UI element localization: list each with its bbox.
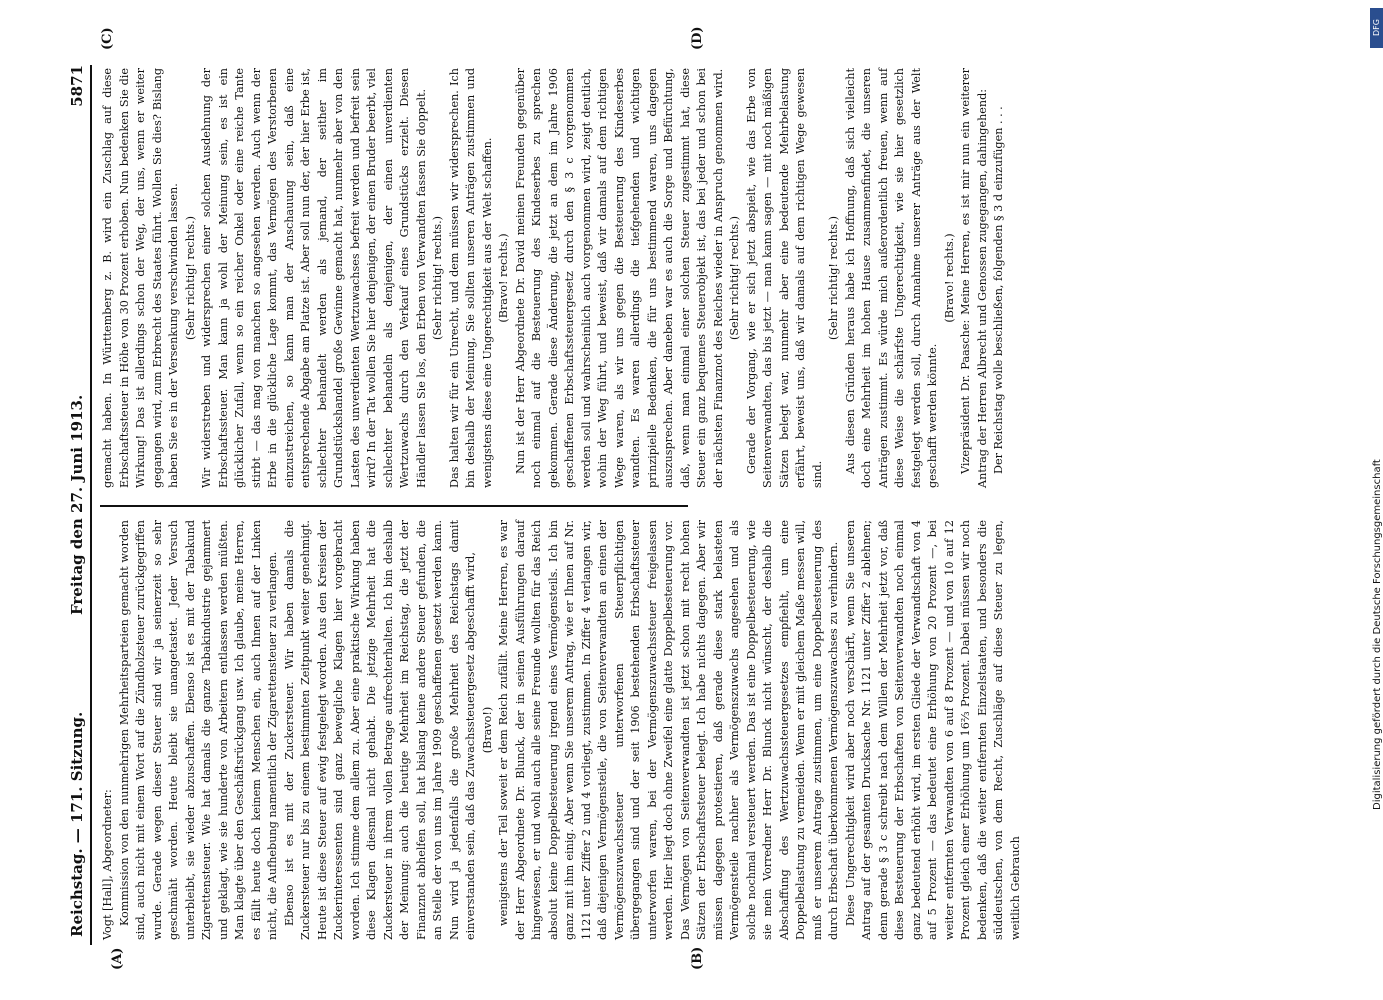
margin-mark-c: (C)	[100, 27, 115, 50]
paragraph: Diese Ungerechtigkeit wird aber noch verschärft, wenn Sie unseren Antrag auf der gesamten Drucksache Nr. 1121 unter Ziffer 2 ablehnen; denn gerade § 3 c schreibt nach dem Willen der Mehrheit jetzt vor, daß diese Besteuerung der Erbschaften von Seitenverwandten noch einmal ganz bedeutend erhöht wird, im ersten Gliede der Verwandtschaft von 4 auf 5 Prozent — das bedeutet eine Erhöhung von 20 Prozent —, bei weiter entfernten Verwandten von 6 auf 8 Prozent — und von 10 auf 12 Prozent gleich einer Erhöhung um 16⅔ Prozent. Dabei müssen wir noch bedenken, daß die weiter entfernten Einzelstaaten, und besonders die süddeutschen, von dem Recht, Zuschläge auf diese Steuer zu legen, weitlich Gebrauch	[843, 520, 1022, 940]
interjection: (Sehr richtig! rechts.)	[431, 215, 444, 341]
interjection: (Sehr richtig! rechts.)	[827, 215, 840, 341]
paragraph: Ebenso ist es mit der Zuckersteuer. Wir haben damals die Zuckersteuer nur bis zu einem bestimmten Zeitpunkt weiter genehmigt. Heute ist diese Steuer auf ewig festgelegt worden. Aus den Kreisen der Zuckerinteressenten sind ganz bewegliche Klagen hier vorgebracht worden. Ich stimme dem allem zu. Aber eine praktische Wirkung haben diese Klagen diesmal nicht gehabt. Die jetzige Mehrheit hat die Zuckersteuer in ihrem vollen Betrage aufrechterhalten. Ich bin deshalb der Meinung: auch die heutige Mehrheit im Reichstag, die jetzt der Finanznot abhelfen soll, hat bislang keine andere Steuer gefunden, die an Stelle der von uns im Jahre 1909 geschaffenen gesetzt werden kann. Nun wird ja jedenfalls die große Mehrheit des Reichstags damit einverstanden sein, daß das Zuwachssteuergesetz abgeschafft wird,	[282, 520, 477, 940]
interjection: (Sehr richtig! rechts.)	[183, 215, 197, 341]
paragraph: Gerade der Vorgang, wie er sich jetzt abspielt, wie das Erbe von Seitenverwandten, das bis jetzt — man kann sagen — mit noch mäßigen Sätzen belegt war, nunmehr aber eine bedeutende Mehrbelastung erfährt, beweist uns, daß wir damals auf dem richtigen Wege gewesen sind.	[744, 68, 824, 488]
paragraph: Der Reichstag wolle beschließen, folgenden § 3 d einzufügen . . .	[992, 106, 1005, 474]
paragraph: Nun ist der Herr Abgeordnete Dr. David meinen Freunden gegenüber noch einmal auf die Besteuerung des Kindeserbes zu sprechen gekommen. Gerade diese Änderung, die jetzt an dem im Jahre 1906 geschaffenen Erbschaftssteuergesetz durch den § 3 c vorgenommen werden soll und wahrscheinlich auch vorgenommen wird, zeigt deutlich, wohin der Weg führt, und beweist, daß wir damals auf dem richtigen Wege waren, als wir uns gegen die Besteuerung des Kindeserbes wandten. Es waren allerdings die tiefgehenden und wichtigen prinzipielle Bedenken, die für uns bestimmend waren, uns dagegen auszusprechen. Aber daneben war es auch die Sorge und Befürchtung, daß, wenn man einmal einer solchen Steuer zugestimmt hat, diese Steuer ein ganz bequemes Steuerobjekt ist, das bei jeder und schon bei der nächsten Finanznot des Reiches wieder in Anspruch genommen wird.	[513, 68, 725, 488]
digitization-note: Digitalisierung gefördert durch die Deutsche Forschungsgemeinschaft	[1372, 459, 1383, 810]
interjection: (Bravo! rechts.)	[497, 233, 510, 323]
page-number: 5871	[68, 65, 86, 107]
paragraph: gemacht haben. In Württemberg z. B. wird ein Zuschlag auf diese Erbschaftssteuer in Höhe von 30 Prozent erhoben. Nun bedenken Sie die Wirkung! Das ist allerdings schon der Weg, der uns, wenn er weiter gegangen wird, zum Erbrecht des Staates führt. Wollen Sie dies? Bislang haben Sie es in der Versenkung verschwinden lassen.	[101, 68, 180, 488]
interjection: (Sehr richtig! rechts.)	[728, 215, 741, 341]
left-text-column	[100, 520, 1024, 940]
right-text-column	[100, 68, 1008, 488]
interjection: (Bravo! rechts.)	[942, 233, 956, 323]
header-date: Freitag den 27. Juni 1913.	[68, 394, 86, 615]
margin-mark-b: (B)	[690, 946, 705, 970]
paragraph: Vizepräsident Dr. Paasche: Meine Herren, es ist mir nun ein weiterer Antrag der Herren Albrecht und Genossen zugegangen, dahingehend:	[959, 68, 989, 488]
paragraph: wenigstens der Teil soweit er dem Reich zufällt. Meine Herren, es war der Herr Abgeordnete Dr. Blunck, der in seinen Ausführungen darauf hingewiesen, er und wohl auch alle seine Freunde wollten für das Reich absolut keine Doppelbesteuerung irgend eines Vermögensteils. Ich bin ganz mit ihm einig. Aber wenn Sie unserem Antrag, wie er Ihnen auf Nr. 1121 unter Ziffer 2 und 4 vorliegt, zustimmen. In Ziffer 4 verlangen wir, daß diejenigen Vermögensteile, die von Seitenverwandten an einen der Vermögenszuwachssteuer unterworfenen Steuerpflichtigen übergegangen sind und der seit 1906 bestehenden Erbschaftssteuer unterworfen waren, bei der Vermögenszuwachssteuer freigelassen werden. Hier liegt doch ohne Zweifel eine glatte Doppelbesteuerung vor. Das Vermögen von Seitenverwandten ist jetzt schon mit recht hohen Sätzen der Erbschaftssteuer belegt. Ich habe nichts dagegen. Aber wir müssen dagegen protestieren, daß gerade diese stark belasteten Vermögensteile nachher als Vermögenszuwachs angesehen und als solche nochmal versteuert werden. Das ist eine Doppelbesteuerung, wie sie mein Vorredner Herr Dr. Blunck nicht wünscht, der deshalb die Abschaffung des Wertzuwachssteuergesetzes empfiehlt, um eine Doppelbelastung zu vermeiden. Wenn er mit gleichem Maße messen will, muß er unserem Antrage zustimmen, um eine Doppelbesteuerung des durch Erbschaft überkommenen Vermögenszuwachses zu verhindern.	[497, 520, 840, 940]
margin-mark-a: (A)	[110, 947, 125, 970]
paragraph: Vogt [Hall], Abgeordneter:	[101, 789, 114, 940]
paragraph: Wir widerstreben und widersprechen einer solchen Ausdehnung der Erbschaftssteuer. Man kann ja wohl der Meinung sein, es ist ein glücklicher Zufall, wenn so ein reicher Onkel oder eine reiche Tante stirbt — das mag von manchen so angesehen werden. Auch wenn der Erbe in die glückliche Lage kommt, das Vermögen des Verstorbenen einzustreichen, so kann man der Anschauung sein, daß eine entsprechende Abgabe am Platze ist. Aber soll nun der, der hier Erbe ist, schlechter behandelt werden als jemand, der seither im Grundstückshandel große Gewinne gemacht hat, nunmehr aber von den Lasten des unverdienten Wertzuwachses befreit werden und befreit sein wird? In der Tat wollen Sie hier denjenigen, der einen Bruder beerbt, viel schlechter behandeln als denjenigen, der einen unverdienten Wertzuwachs durch den Verkauf eines Grundstücks erzielt. Diesen Händler lassen Sie los, den Erben von Verwandten fassen Sie doppelt.	[200, 68, 428, 488]
column-divider	[100, 505, 688, 507]
paragraph: Das halten wir für ein Unrecht, und dem müssen wir widersprechen. Ich bin deshalb der Meinung, Sie sollten unseren Anträgen zustimmen und wenigstens diese eine Ungerechtigkeit aus der Welt schaffen.	[447, 68, 494, 488]
page-header	[66, 65, 92, 945]
dfg-logo	[1370, 8, 1383, 48]
dfg-logo-text: DFG	[1372, 19, 1381, 37]
header-left: Reichstag. — 171. Sitzung.	[68, 711, 86, 937]
margin-mark-d: (D)	[690, 26, 705, 50]
interjection: (Bravo!)	[480, 706, 494, 754]
paragraph: Kommission von den nunmehrigen Mehrheitsparteien gemacht worden sind, auch nicht mit einem Wort auf die Zündholzsteuer zurückgegriffen wurde. Gerade wegen dieser Steuer sind wir ja seinerzeit so sehr geschmäht worden. Heute bleibt sie unangetastet. Jeder Versuch unterbleibt, sie wieder abzuschaffen. Ebenso ist es mit der Tabakund Zigarettensteuer. Wie hat damals die ganze Tabakindustrie gejammert und geklagt, wie sie hunderte von Arbeitern entlassen werden müßten. Man klagte über den Geschäftsrückgang usw. Ich glaube, meine Herren, es fällt heute doch keinem Menschen ein, auch Ihnen auf der Linken nicht, die Aufhebung namentlich der Zigarettensteuer zu verlangen.	[117, 520, 279, 940]
paragraph: Aus diesen Gründen heraus habe ich Hoffnung, daß sich vielleicht doch eine Mehrheit im hohen Hause zusammenfindet, die unseren Anträgen zustimmt. Es würde mich außerordentlich freuen, wenn auf diese Weise die schärfste Ungerechtigkeit, wie sie hier gesetzlich festgelegt werden soll, durch Annahme unserer Anträge aus der Welt geschafft werden könnte.	[843, 68, 939, 488]
